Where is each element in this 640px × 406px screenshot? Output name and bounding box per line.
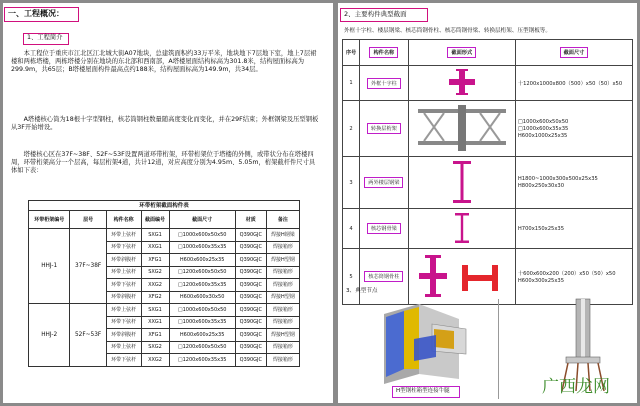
table-cell: 焊接H型钢 [266, 329, 299, 342]
table-cell: H600x600x25x35 [169, 254, 235, 267]
table-cell: 焊接箱形 [266, 341, 299, 354]
section-heading: 一、工程概况： [8, 9, 64, 18]
table-cell: Q390GJC [235, 291, 266, 304]
section-size: H600x300x25x35 [517, 277, 565, 284]
table-cell: 环带上弦杆 [106, 304, 141, 317]
paragraph-1: 本工程位于重庆市江北区江北城大街A07地块，总建筑面积约33万平米，地块地下7层地下室，地上7层裙楼和两栋塔楼，两栋塔楼分别在地块的东北部和西南部，A塔楼屋面结构标高为301.8米，结构屋面标高为299.9m，共65层；B塔楼屋面构件最高点约188米，结构屋面标高为149.9m，共34层。 [11, 50, 317, 73]
table-header-3: 截面编号 [141, 211, 169, 229]
section-size-cell [515, 101, 632, 157]
table-cell: □1000x600x35x35 [169, 241, 235, 254]
right-intro-text: 外框十字柱、楼层钢梁、核芯筒钢骨柱、核芯筒钢骨梁、转换层桁架、压型钢板等。 [344, 28, 551, 34]
section-shape-cell [408, 66, 515, 101]
component-name: 外框十字柱 [367, 78, 401, 89]
comp-header-label: 构件名称 [369, 47, 398, 58]
section-size: H800x250x30x30 [517, 183, 565, 189]
right-section-heading: 2、主要构件典型截面 [344, 10, 407, 18]
component-name-cell [360, 101, 409, 157]
table-header-0: 环带桁架编号 [29, 211, 70, 229]
table-cell: SXG2 [141, 341, 169, 354]
component-number: 1 [343, 66, 360, 101]
table-cell: □1000x600x50x50 [169, 229, 235, 242]
table-cell: 环带下弦杆 [106, 279, 141, 292]
box-joint-illustration [374, 299, 484, 389]
section-size-cell [515, 66, 632, 101]
comp-header-1 [360, 40, 409, 66]
table-header-2: 构件名称 [106, 211, 141, 229]
table-cell: XXG2 [141, 279, 169, 292]
table-row [29, 304, 300, 317]
floor-range-cell: 37F~38F [70, 229, 106, 304]
table-cell: XFG2 [141, 291, 169, 304]
section-size-cell [515, 209, 632, 249]
section-size: H700x150x25x35 [517, 225, 565, 232]
component-name-cell [360, 249, 409, 305]
table-cell: □1000x600x35x35 [169, 316, 235, 329]
paragraph-2: A塔楼核心筒为18根十字型钢柱，核芯筒钢柱数量随高度变化而变化，并在29F结束；外框钢梁及压型钢板从3F开始增设。 [11, 116, 319, 131]
section-size-cell [515, 157, 632, 209]
table-header-4: 截面尺寸 [169, 211, 235, 229]
section-size: H1800~1000x300x500x25x35 [517, 176, 598, 182]
illustration-divider [498, 299, 499, 399]
table-cell: Q390GJC [235, 241, 266, 254]
component-row [343, 157, 633, 209]
truss-section-table [28, 200, 300, 367]
table-cell: SXG1 [141, 229, 169, 242]
comp-header-0: 序号 [343, 40, 360, 66]
component-number: 5 [343, 249, 360, 305]
table-cell: 焊接箱形 [266, 279, 299, 292]
table-cell: Q390GJC [235, 229, 266, 242]
site-watermark: 广西龙网 [542, 377, 610, 397]
table-cell: 焊接箱形 [266, 304, 299, 317]
component-number: 2 [343, 101, 360, 157]
floor-range-cell: 52F~53F [70, 304, 106, 367]
table-header-1: 层号 [70, 211, 106, 229]
truss-id-cell: HHJ-2 [29, 304, 70, 367]
table-cell: Q390GJC [235, 316, 266, 329]
table-cell: 环带斜腹杆 [106, 329, 141, 342]
component-row [343, 209, 633, 249]
table-cell: 环带斜腹杆 [106, 291, 141, 304]
table-cell: 环带上弦杆 [106, 229, 141, 242]
table-cell: Q390GJC [235, 354, 266, 367]
table-header-5: 材质 [235, 211, 266, 229]
comp-header-3 [515, 40, 632, 66]
table-cell: XXG1 [141, 316, 169, 329]
section-size: 十1200x1000x800（500）x50（50）x50 [517, 80, 623, 87]
table-cell: 焊接H型钢 [266, 254, 299, 267]
section-size: 十600x600x200（200）x50（50）x50 [517, 270, 616, 277]
joint-caption: H型钢柱箱型连接牛腿 [396, 388, 450, 394]
table-cell: Q390GJC [235, 279, 266, 292]
nodes-heading: 3、典型节点 [346, 288, 378, 294]
right-document-page [338, 3, 637, 403]
paragraph-3: 塔楼核心区在37F~38F、52F~53F设置两道环带桁架，环带桁架位于塔楼的外侧，或带状分布在塔楼四周，环带桁架高分一个层高，每层桁架4道，共计12道，对应高度分别为4.95m、5.05m，桁架截杆件尺寸具体如下表： [11, 151, 316, 174]
component-section-table [342, 39, 633, 305]
component-name-cell [360, 157, 409, 209]
table-cell: H600x600x30x50 [169, 291, 235, 304]
table-cell: 焊接H型钢 [266, 291, 299, 304]
table-cell: Q390GJC [235, 304, 266, 317]
table-cell: Q390GJC [235, 266, 266, 279]
subheading: 1、工程简介 [27, 34, 63, 41]
table-cell: □1200x600x50x50 [169, 266, 235, 279]
table-cell: H600x600x25x35 [169, 329, 235, 342]
table-cell: 焊接箱形 [266, 316, 299, 329]
table-cell: Q390GJC [235, 341, 266, 354]
table-cell: XFG1 [141, 254, 169, 267]
section-shape-icon [447, 241, 477, 247]
component-row [343, 66, 633, 101]
table-cell: SXG1 [141, 304, 169, 317]
table-cell: □1200x600x35x35 [169, 279, 235, 292]
table-cell: 环带斜腹杆 [106, 254, 141, 267]
table-cell: Q390GJC [235, 329, 266, 342]
section-size: □1000x600x35x35 [517, 125, 569, 132]
table-cell: □1200x600x50x50 [169, 341, 235, 354]
table-cell: 焊接箱形 [266, 241, 299, 254]
table-cell: XXG1 [141, 241, 169, 254]
comp-header-2 [408, 40, 515, 66]
truss-id-cell: HHJ-1 [29, 229, 70, 304]
table-cell: 环带上弦杆 [106, 266, 141, 279]
table-cell: SXG2 [141, 266, 169, 279]
component-name: 两外楼层钢梁 [364, 177, 403, 188]
comp-header-label: 截面尺寸 [560, 47, 589, 58]
table-cell: 焊接箱形 [266, 266, 299, 279]
table-cell: 环带下弦杆 [106, 354, 141, 367]
table-header-6: 备注 [266, 211, 299, 229]
component-row [343, 101, 633, 157]
left-document-page [3, 3, 333, 403]
section-shape-icon [414, 149, 510, 155]
table-cell: Q390GJC [235, 254, 266, 267]
table-cell: □1000x600x50x50 [169, 304, 235, 317]
table-cell: 环带上弦杆 [106, 341, 141, 354]
component-name: 转换层桁架 [367, 123, 401, 134]
table-cell: 环带下弦杆 [106, 241, 141, 254]
section-shape-cell [408, 209, 515, 249]
table-title: 环带桁架截面构件表 [29, 201, 300, 211]
section-size: H600x1000x25x35 [517, 132, 568, 139]
table-cell: □1200x600x35x35 [169, 354, 235, 367]
section-shape-icon [442, 93, 482, 99]
table-cell: 环带下弦杆 [106, 316, 141, 329]
table-row [29, 229, 300, 242]
section-shape-cell [408, 157, 515, 209]
table-cell: XFG1 [141, 329, 169, 342]
section-shape-cell [408, 249, 515, 305]
section-shape-icon [447, 201, 477, 207]
section-shape-cell [408, 101, 515, 157]
component-name-cell [360, 66, 409, 101]
section-size: □1000x600x50x50 [517, 118, 569, 125]
component-name: 核芯筒钢骨柱 [364, 271, 403, 282]
component-name: 核芯钢骨梁 [367, 223, 401, 234]
component-number: 4 [343, 209, 360, 249]
component-name-cell [360, 209, 409, 249]
component-number: 3 [343, 157, 360, 209]
table-cell: 焊接H钢梁 [266, 229, 299, 242]
table-cell: XXG2 [141, 354, 169, 367]
table-cell: 焊接箱形 [266, 354, 299, 367]
comp-header-label: 截面形式 [447, 47, 476, 58]
